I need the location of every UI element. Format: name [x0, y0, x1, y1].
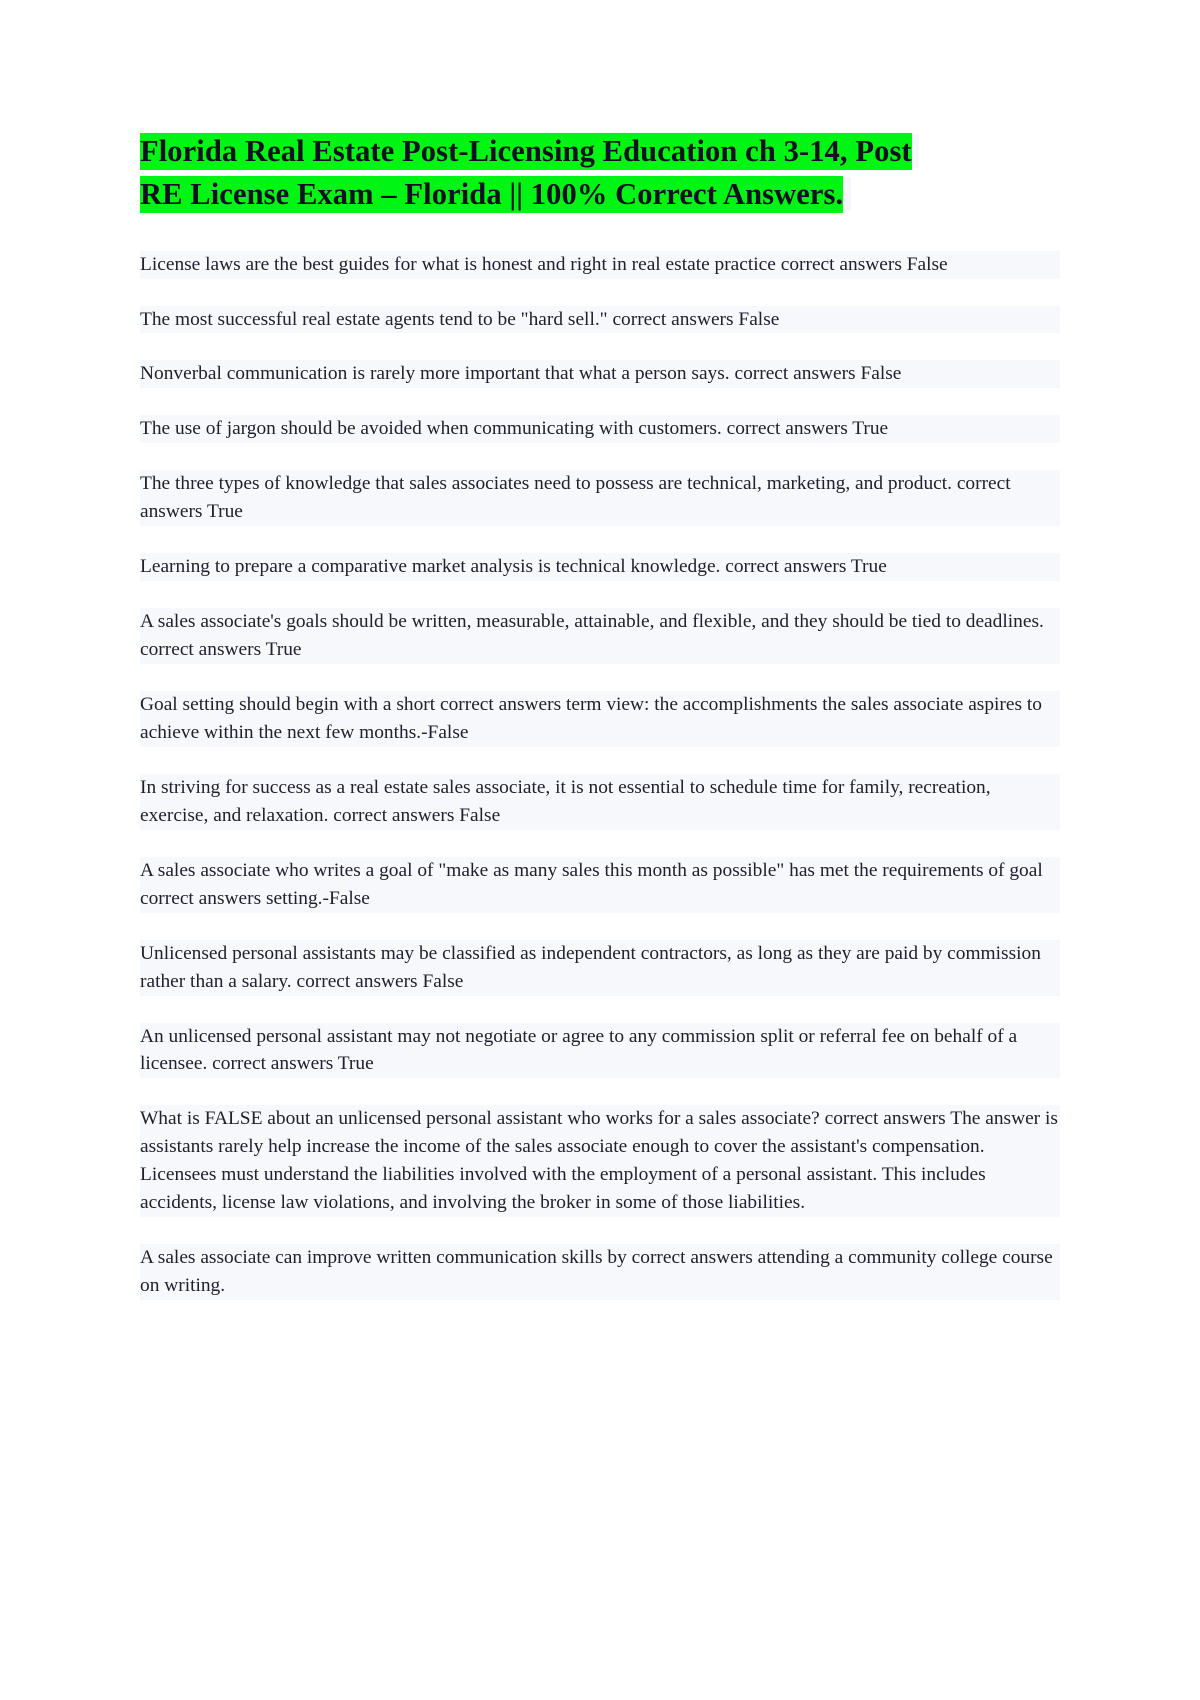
qa-paragraph: The three types of knowledge that sales associates need to possess are technical, marketing, and product. correct answers True [140, 470, 1060, 526]
qa-paragraph: The use of jargon should be avoided when communicating with customers. correct answers True [140, 415, 1060, 443]
qa-paragraph: What is FALSE about an unlicensed personal assistant who works for a sales associate? correct answers The answer is assistants rarely help increase the income of the sales associate enough to cover the assistant's compensation. Licensees must understand the liabilities involved with the employment of a personal assistant. This includes accidents, license law violations, and involving the broker in some of those liabilities. [140, 1105, 1060, 1217]
qa-paragraph: Learning to prepare a comparative market analysis is technical knowledge. correct answers True [140, 553, 1060, 581]
page-title [140, 130, 1060, 217]
qa-paragraph: The most successful real estate agents tend to be "hard sell." correct answers False [140, 306, 1060, 334]
qa-paragraph: A sales associate who writes a goal of "make as many sales this month as possible" has met the requirements of goal correct answers setting.-False [140, 857, 1060, 913]
qa-paragraph: A sales associate can improve written communication skills by correct answers attending a community college course on writing. [140, 1244, 1060, 1300]
qa-paragraph: An unlicensed personal assistant may not negotiate or agree to any commission split or referral fee on behalf of a licensee. correct answers True [140, 1023, 1060, 1079]
qa-paragraph: Unlicensed personal assistants may be classified as independent contractors, as long as they are paid by commission rather than a salary. correct answers False [140, 940, 1060, 996]
qa-paragraph: Nonverbal communication is rarely more important that what a person says. correct answers False [140, 360, 1060, 388]
qa-paragraph: Goal setting should begin with a short correct answers term view: the accomplishments the sales associate aspires to achieve within the next few months.-False [140, 691, 1060, 747]
page-title-line-1: Florida Real Estate Post-Licensing Education ch 3-14, Post [140, 134, 912, 168]
qa-paragraph: License laws are the best guides for what is honest and right in real estate practice correct answers False [140, 251, 1060, 279]
qa-paragraph: In striving for success as a real estate sales associate, it is not essential to schedule time for family, recreation, exercise, and relaxation. correct answers False [140, 774, 1060, 830]
qa-paragraph: A sales associate's goals should be written, measurable, attainable, and flexible, and they should be tied to deadlines. correct answers True [140, 608, 1060, 664]
page-title-line-2: RE License Exam – Florida || 100% Correct Answers. [140, 177, 844, 212]
